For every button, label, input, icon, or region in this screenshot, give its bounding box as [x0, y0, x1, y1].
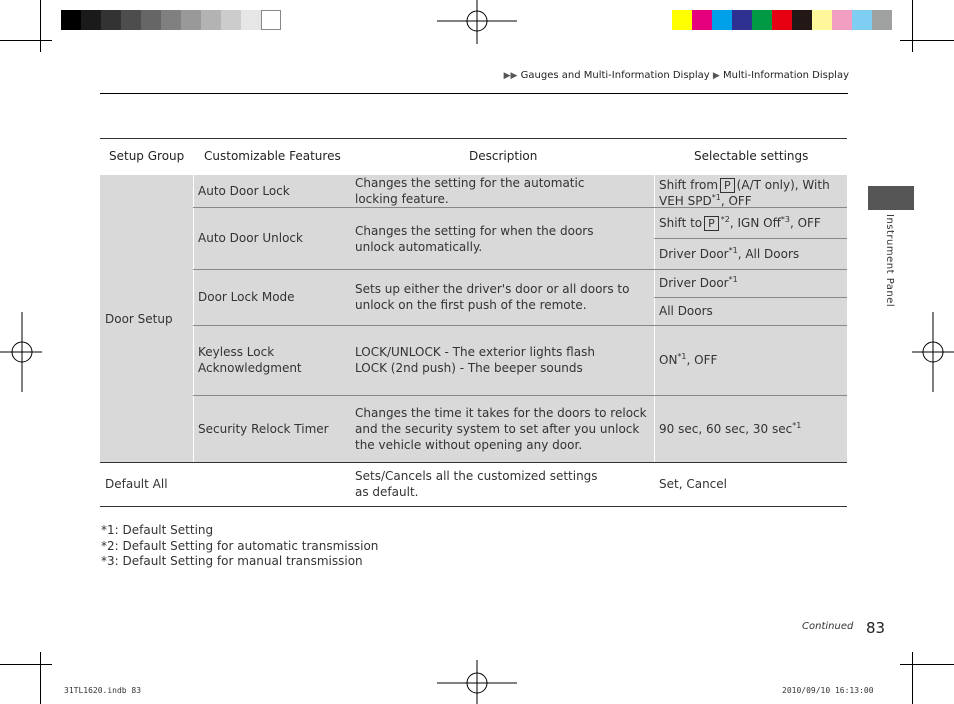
- section-tab-label: Instrument Panel: [884, 214, 895, 308]
- breadcrumb-item-mid[interactable]: Multi-Information Display: [723, 70, 849, 81]
- color-swatch: [101, 10, 121, 30]
- settings-keyless-lock-ack: ON$^{*1}$, OFF: [659, 352, 718, 367]
- section-tab: [868, 186, 914, 210]
- breadcrumb-item-gauges[interactable]: Gauges and Multi-Information Display: [520, 70, 710, 81]
- color-swatch: [712, 10, 732, 30]
- settings-auto-door-unlock-2: Driver Door$^{*1}$, All Doors: [659, 246, 800, 261]
- group-door-setup: Door Setup: [105, 312, 173, 326]
- footnote-1: *1: Default Setting: [101, 523, 214, 537]
- color-swatch: [81, 10, 101, 30]
- color-swatch: [772, 10, 792, 30]
- footnote-3: *3: Default Setting for manual transmission: [101, 554, 363, 568]
- description-default-all: Sets/Cancels all the customized settings as default.: [355, 469, 598, 499]
- color-swatch: [261, 10, 281, 30]
- description-auto-door-unlock: Changes the setting for when the doors unlock automatically.: [355, 224, 594, 254]
- description-keyless-lock-ack-2: LOCK (2nd push) - The beeper sounds: [355, 361, 583, 375]
- feature-door-lock-mode: Door Lock Mode: [198, 290, 295, 304]
- col-header-settings: Selectable settings: [694, 149, 809, 163]
- color-swatch: [752, 10, 772, 30]
- print-timestamp: 2010/09/10 16:13:00: [782, 686, 874, 695]
- settings-door-lock-mode-2: All Doors: [659, 304, 713, 318]
- color-swatch: [241, 10, 261, 30]
- breadcrumb-arrow-icon: ▶▶: [503, 71, 518, 81]
- description-keyless-lock-ack-1: LOCK/UNLOCK - The exterior lights flash: [355, 345, 595, 359]
- feature-keyless-lock-ack: Keyless Lock Acknowledgment: [198, 345, 302, 375]
- color-swatch: [812, 10, 832, 30]
- settings-security-relock-timer: 90 sec, 60 sec, 30 $\sec^{*1}$: [659, 421, 802, 436]
- breadcrumb-arrow-icon: ▶: [712, 71, 720, 81]
- park-box: P: [720, 178, 735, 193]
- color-swatch: [672, 10, 692, 30]
- color-swatch: [832, 10, 852, 30]
- settings-auto-door-lock: Shift from P (A/T only), With VEH SPD$^{*1}$, OFF: [659, 178, 830, 208]
- page-number: 83: [866, 619, 886, 637]
- settings-auto-door-unlock-1: Shift to P $^{*2}$, IGN Off$^{*3}$, OFF: [659, 215, 821, 230]
- color-swatch: [872, 10, 892, 30]
- description-security-relock-timer: Changes the time it takes for the doors to relock and the security system to set after you unlock the vehicle without opening any door.: [355, 406, 647, 452]
- header-rule: [100, 93, 848, 94]
- color-swatch: [121, 10, 141, 30]
- color-swatch: [852, 10, 872, 30]
- footnote-2: *2: Default Setting for automatic transmission: [101, 539, 379, 553]
- color-swatch: [141, 10, 161, 30]
- color-swatch: [61, 10, 81, 30]
- settings-default-all: Set, Cancel: [659, 477, 727, 491]
- col-header-feature: Customizable Features: [204, 149, 341, 163]
- group-default-all: Default All: [105, 477, 168, 491]
- color-swatch: [201, 10, 221, 30]
- table-top-rule: [100, 138, 847, 139]
- continued-label: Continued: [802, 621, 854, 632]
- color-swatch: [692, 10, 712, 30]
- description-door-lock-mode: Sets up either the driver's door or all doors to unlock on the first push of the remote.: [355, 282, 630, 312]
- feature-security-relock-timer: Security Relock Timer: [198, 422, 329, 436]
- color-swatch: [161, 10, 181, 30]
- color-swatch: [221, 10, 241, 30]
- color-swatch: [792, 10, 812, 30]
- file-name: 31TL1620.indb 83: [64, 686, 142, 695]
- feature-auto-door-unlock: Auto Door Unlock: [198, 231, 303, 245]
- settings-door-lock-mode-1: Driver Door$^{*1}$: [659, 275, 738, 290]
- color-swatch: [181, 10, 201, 30]
- color-swatch: [732, 10, 752, 30]
- park-box: P: [704, 216, 719, 231]
- table-bottom-rule: [100, 506, 847, 507]
- feature-auto-door-lock: Auto Door Lock: [198, 184, 290, 198]
- col-header-description: Description: [469, 149, 538, 163]
- col-header-group: Setup Group: [109, 149, 185, 163]
- description-auto-door-lock: Changes the setting for the automatic locking feature.: [355, 176, 585, 206]
- breadcrumb: [504, 70, 849, 81]
